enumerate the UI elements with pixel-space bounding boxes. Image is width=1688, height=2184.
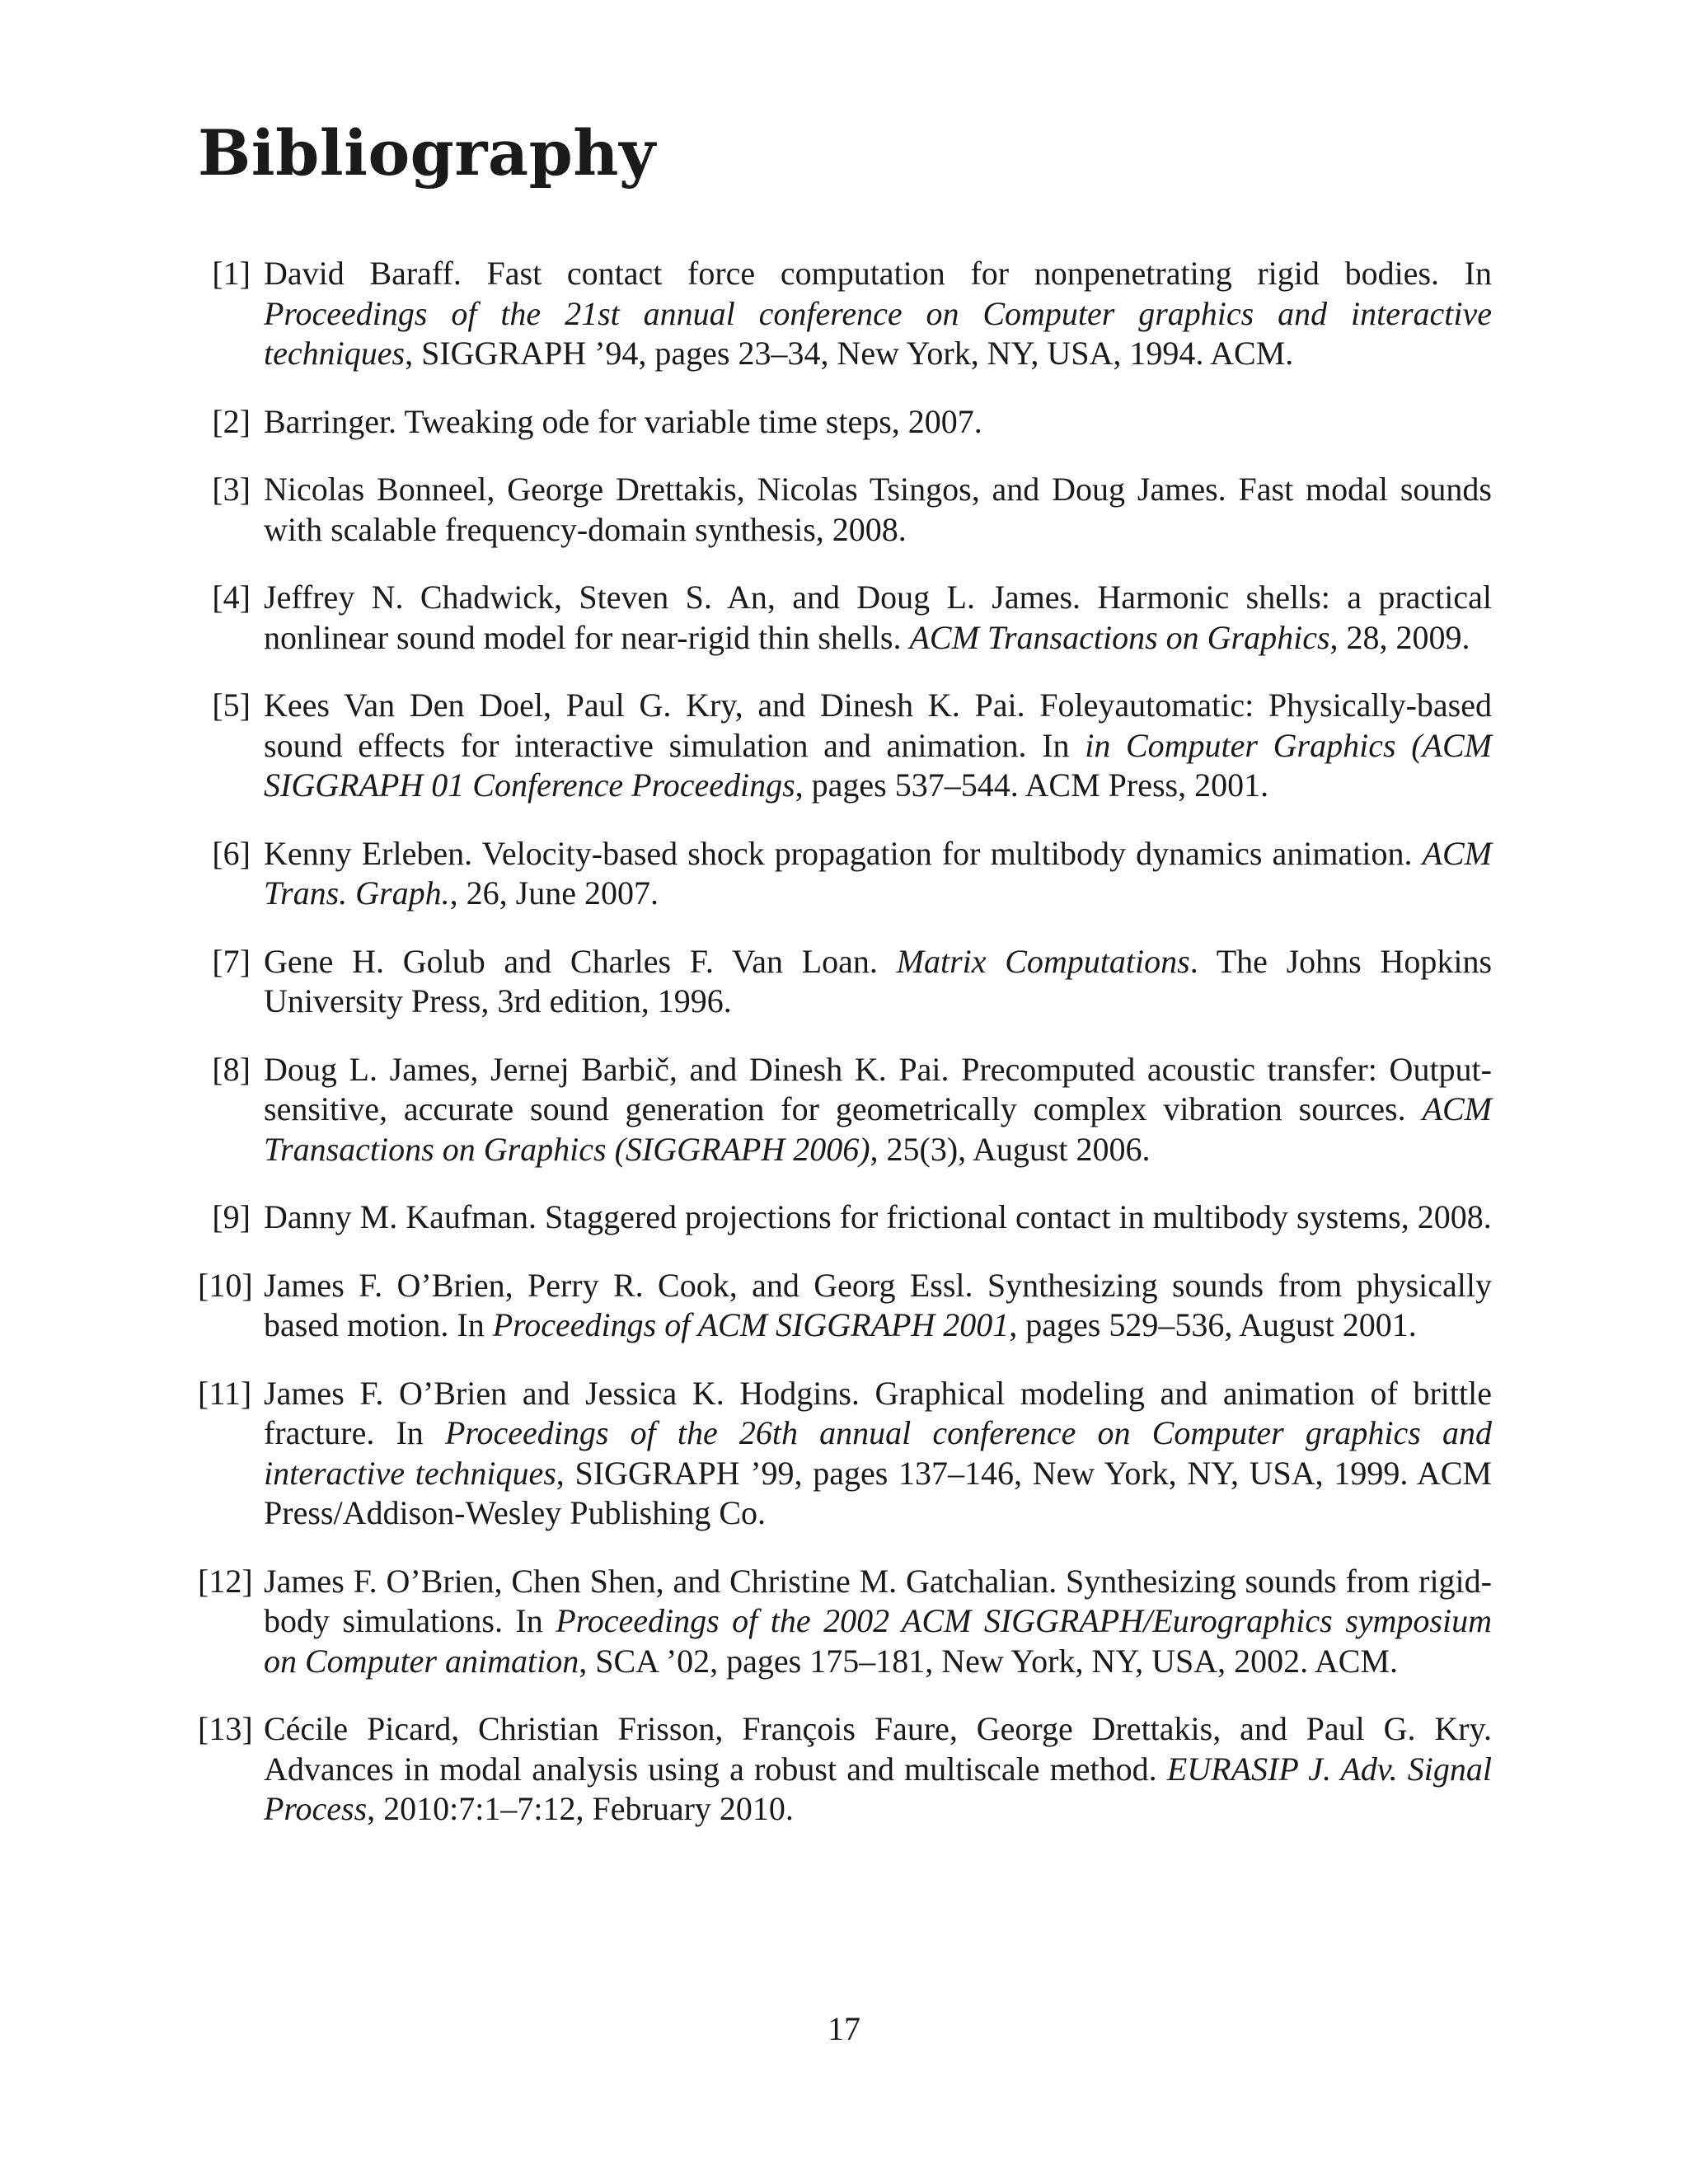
reference-label: [2] xyxy=(212,402,251,440)
reference-text: , SIGGRAPH ’99, pages 137–146, New York, NY, USA, 1999. ACM Press/Addison-Wesley Publishing Co. xyxy=(264,1454,1492,1531)
reference-entry xyxy=(198,1266,1492,1346)
reference-label: [13] xyxy=(198,1710,253,1747)
reference-entry xyxy=(198,1050,1492,1170)
reference-text: David Baraff. Fast contact force computation for nonpenetrating rigid bodies. In xyxy=(264,255,1492,292)
reference-label: [4] xyxy=(212,579,251,616)
reference-text: , pages 529–536, August 2001. xyxy=(1009,1306,1417,1343)
reference-venue: EURASIP J. Adv. Signal Process xyxy=(264,1750,1492,1827)
reference-label: [11] xyxy=(198,1374,252,1412)
reference-text: , pages 537–544. ACM Press, 2001. xyxy=(795,766,1269,804)
reference-label: [8] xyxy=(212,1050,251,1088)
bibliography-list xyxy=(198,254,1492,1858)
reference-label: [9] xyxy=(212,1198,251,1235)
reference-text: Barringer. Tweaking ode for variable time steps, 2007. xyxy=(264,402,982,440)
reference-text: , SIGGRAPH ’94, pages 23–34, New York, NY, USA, 1994. ACM. xyxy=(405,335,1294,372)
reference-label: [1] xyxy=(212,255,251,292)
reference-label: [7] xyxy=(212,942,251,980)
reference-text: Gene H. Golub and Charles F. Van Loan. xyxy=(264,942,897,980)
reference-entry xyxy=(198,402,1492,443)
reference-text: , 2010:7:1–7:12, February 2010. xyxy=(367,1790,794,1827)
reference-text: Cécile Picard, Christian Frisson, François Faure, George Drettakis, and Paul G. Kry. Advances in modal analysis using a robust and multiscale method. xyxy=(264,1710,1492,1788)
reference-venue: ACM Transactions on Graphics (SIGGRAPH 2006) xyxy=(264,1090,1492,1168)
page-title: Bibliography xyxy=(198,116,656,190)
reference-entry xyxy=(198,1197,1492,1238)
reference-entry xyxy=(198,1562,1492,1682)
reference-text: , SCA ’02, pages 175–181, New York, NY, USA, 2002. ACM. xyxy=(579,1642,1399,1680)
reference-entry xyxy=(198,942,1492,1022)
reference-label: [3] xyxy=(212,471,251,508)
reference-text: James F. O’Brien and Jessica K. Hodgins. Graphical modeling and animation of brittle fracture. In xyxy=(264,1374,1492,1451)
reference-text: , 28, 2009. xyxy=(1329,618,1470,656)
reference-text: Jeffrey N. Chadwick, Steven S. An, and Doug L. James. Harmonic shells: a practical nonlinear sound model for near-rigid thin shells. xyxy=(264,579,1492,656)
reference-entry xyxy=(198,834,1492,914)
reference-text: James F. O’Brien, Perry R. Cook, and Georg Essl. Synthesizing sounds from physically based motion. In xyxy=(264,1266,1492,1343)
reference-entry xyxy=(198,254,1492,374)
reference-venue: Proceedings of the 2002 ACM SIGGRAPH/Eurographics symposium on Computer animation xyxy=(264,1602,1492,1680)
reference-label: [6] xyxy=(212,834,251,872)
reference-venue: Matrix Computations xyxy=(896,942,1190,980)
reference-entry xyxy=(198,578,1492,658)
reference-text: James F. O’Brien, Chen Shen, and Christine M. Gatchalian. Synthesizing sounds from rigid-body simulations. In xyxy=(264,1562,1492,1639)
reference-venue: Proceedings of the 26th annual conference on Computer graphics and interactive techniques xyxy=(264,1414,1492,1492)
reference-entry xyxy=(198,1374,1492,1534)
reference-entry xyxy=(198,686,1492,806)
reference-text: Danny M. Kaufman. Staggered projections for frictional contact in multibody systems, 2008. xyxy=(264,1198,1492,1235)
reference-venue: in Computer Graphics (ACM SIGGRAPH 01 Conference Proceedings xyxy=(264,726,1492,804)
reference-text: . The Johns Hopkins University Press, 3rd edition, 1996. xyxy=(264,942,1493,1019)
reference-venue: ACM Transactions on Graphics xyxy=(909,618,1330,656)
reference-label: [12] xyxy=(198,1562,253,1600)
reference-label: [10] xyxy=(198,1266,253,1304)
reference-label: [5] xyxy=(212,687,251,724)
reference-text: , 25(3), August 2006. xyxy=(870,1130,1151,1168)
page-number: 17 xyxy=(828,2010,860,2047)
reference-text: Doug L. James, Jernej Barbič, and Dinesh K. Pai. Precomputed acoustic transfer: Output-sensitive, accurate sound generation for geometrically complex vibration sources. xyxy=(264,1050,1492,1127)
reference-venue: ACM Trans. Graph. xyxy=(264,834,1492,912)
reference-text: Nicolas Bonneel, George Drettakis, Nicolas Tsingos, and Doug James. Fast modal sounds with scalable frequency-domain synthesis, 2008. xyxy=(264,471,1492,548)
reference-entry xyxy=(198,1709,1492,1830)
reference-venue: Proceedings of the 21st annual conference on Computer graphics and interactive techniques xyxy=(264,294,1492,372)
reference-venue: Proceedings of ACM SIGGRAPH 2001 xyxy=(492,1306,1010,1343)
reference-entry xyxy=(198,470,1492,550)
reference-text: Kees Van Den Doel, Paul G. Kry, and Dinesh K. Pai. Foleyautomatic: Physically-based sound effects for interactive simulation and animation. In xyxy=(264,687,1492,764)
reference-text: Kenny Erleben. Velocity-based shock propagation for multibody dynamics animation. xyxy=(264,834,1423,872)
reference-text: , 26, June 2007. xyxy=(449,874,659,912)
